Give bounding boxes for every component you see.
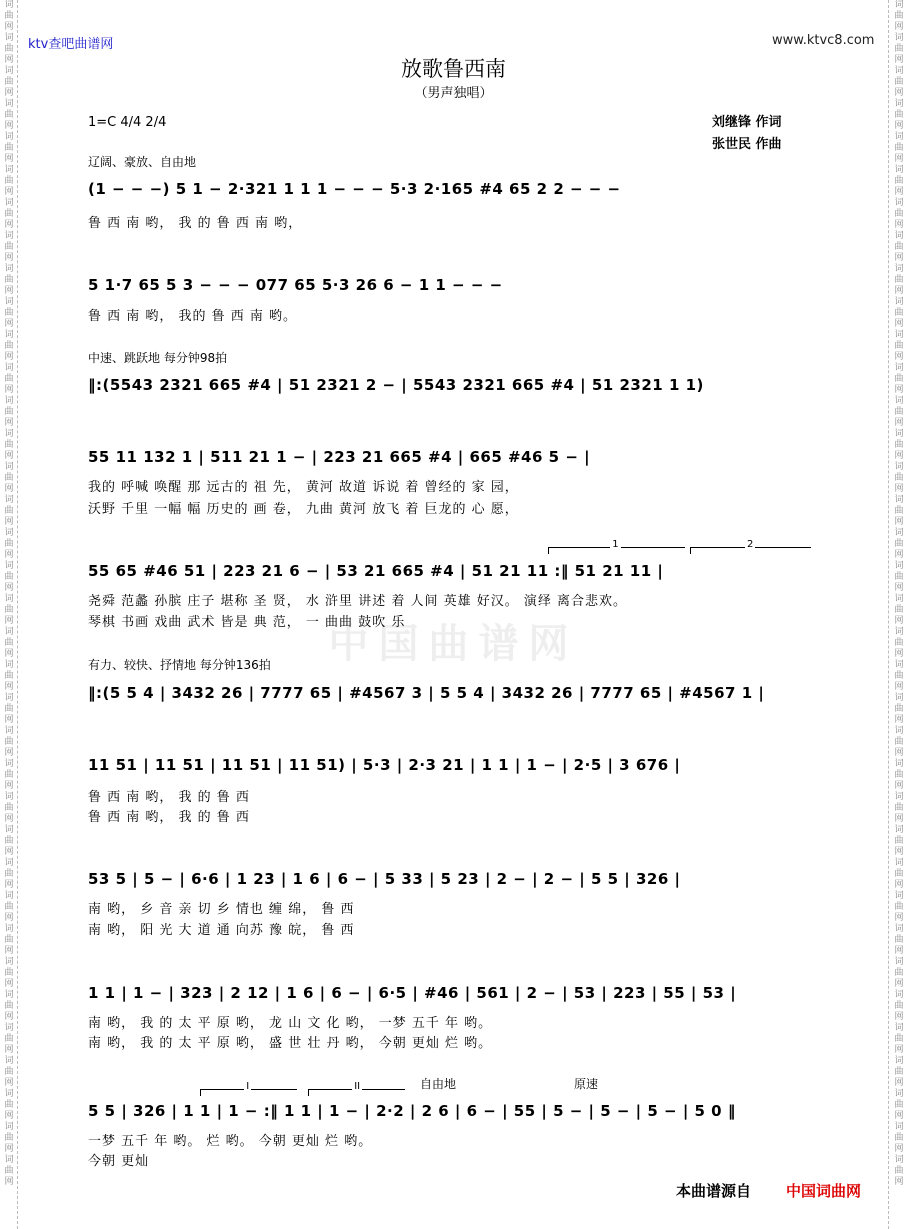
side-watermark-char: 网 xyxy=(894,154,904,164)
side-watermark-char: 网 xyxy=(4,22,14,32)
lyric-line-10b: 今朝 更灿 xyxy=(88,1154,150,1169)
side-watermark-char: 曲 xyxy=(4,143,14,153)
side-watermark-char: 曲 xyxy=(894,1133,904,1143)
side-watermark-char: 词 xyxy=(4,1122,14,1132)
side-watermark-char: 词 xyxy=(894,891,904,901)
side-watermark-char: 词 xyxy=(894,231,904,241)
side-watermark-char: 曲 xyxy=(894,605,904,615)
side-watermark-char: 曲 xyxy=(4,671,14,681)
side-watermark-char: 网 xyxy=(4,715,14,725)
lyric-line-2: 鲁 西 南 哟， 我的 鲁 西 南 哟。 xyxy=(88,309,298,324)
side-watermark-char: 曲 xyxy=(894,803,904,813)
side-watermark-char: 词 xyxy=(894,990,904,1000)
section-mark-1: 辽阔、豪放、自由地 xyxy=(88,155,197,169)
side-watermark-char: 曲 xyxy=(4,572,14,582)
side-watermark-char: 词 xyxy=(894,759,904,769)
side-watermark-char: 曲 xyxy=(4,341,14,351)
side-watermark-char: 曲 xyxy=(4,704,14,714)
side-watermark-char: 网 xyxy=(4,913,14,923)
side-watermark-char: 词 xyxy=(894,1056,904,1066)
side-watermark-char: 网 xyxy=(894,979,904,989)
side-watermark-char: 网 xyxy=(4,682,14,692)
side-watermark-char: 网 xyxy=(894,781,904,791)
side-watermark-char: 网 xyxy=(4,880,14,890)
side-watermark-char: 网 xyxy=(894,22,904,32)
side-watermark-char: 曲 xyxy=(894,473,904,483)
side-watermark-char: 网 xyxy=(894,121,904,131)
side-watermark-char: 曲 xyxy=(894,1100,904,1110)
side-watermark-char: 曲 xyxy=(894,44,904,54)
side-watermark-char: 词 xyxy=(894,1155,904,1165)
lyric-line-8a: 南 哟， 乡 音 亲 切 乡 情也 缠 绵， 鲁 西 xyxy=(88,902,355,917)
side-watermark-char: 词 xyxy=(4,759,14,769)
side-watermark-char: 词 xyxy=(894,561,904,571)
side-watermark-char: 词 xyxy=(894,957,904,967)
side-watermark-char: 网 xyxy=(4,847,14,857)
side-watermark-char: 曲 xyxy=(4,935,14,945)
side-watermark-char: 曲 xyxy=(894,308,904,318)
side-watermark-char: 词 xyxy=(894,462,904,472)
side-watermark-char: 词 xyxy=(894,198,904,208)
side-watermark-char: 曲 xyxy=(894,737,904,747)
side-watermark-char: 词 xyxy=(4,693,14,703)
side-watermark-char: 词 xyxy=(4,891,14,901)
side-watermark-char: 曲 xyxy=(894,770,904,780)
side-watermark-char: 网 xyxy=(4,154,14,164)
lyric-line-4a: 我的 呼喊 唤醒 那 远古的 祖 先， 黄河 故道 诉说 着 曾经的 家 园， xyxy=(88,480,519,495)
side-watermark-char: 词 xyxy=(894,693,904,703)
side-watermark-char: 词 xyxy=(4,297,14,307)
side-watermark-char: 词 xyxy=(894,0,904,10)
side-watermark-char: 词 xyxy=(894,924,904,934)
side-watermark-char: 网 xyxy=(4,1144,14,1154)
side-watermark-char: 网 xyxy=(894,814,904,824)
side-watermark-char: 网 xyxy=(4,979,14,989)
side-watermark-char: 曲 xyxy=(894,275,904,285)
side-watermark-char: 词 xyxy=(4,660,14,670)
song-subtitle: （男声独唱） xyxy=(414,86,493,101)
side-watermark-char: 曲 xyxy=(894,539,904,549)
side-watermark-char: 词 xyxy=(894,297,904,307)
notation-line-2: 5 1·7 65 5 3 − − − 077 65 5·3 26 6 − 1 1 − − − xyxy=(88,276,503,294)
side-watermark-char: 曲 xyxy=(894,110,904,120)
side-watermark-char: 曲 xyxy=(4,275,14,285)
footer-source-link[interactable]: 中国词曲网 xyxy=(786,1182,862,1200)
side-watermark-char: 曲 xyxy=(4,242,14,252)
lyric-line-7a: 鲁 西 南 哟， 我 的 鲁 西 xyxy=(88,790,250,805)
side-watermark-char: 网 xyxy=(894,88,904,98)
tempo-mark-free: 自由地 xyxy=(420,1077,457,1091)
section-mark-3: 有力、较快、抒情地 每分钟136拍 xyxy=(88,658,271,672)
side-watermark-char: 网 xyxy=(894,1111,904,1121)
side-watermark-char: 网 xyxy=(4,946,14,956)
notation-line-1: (1 − − −) 5 1 − 2·321 1 1 1 − − − 5·3 2·165 #4 65 2 2 − − − xyxy=(88,180,621,198)
side-watermark-char: 词 xyxy=(894,429,904,439)
side-watermark-char: 网 xyxy=(4,220,14,230)
side-watermark-char: 网 xyxy=(4,550,14,560)
side-watermark-char: 曲 xyxy=(894,374,904,384)
side-watermark-char: 词 xyxy=(894,1122,904,1132)
side-watermark-char: 词 xyxy=(894,528,904,538)
side-watermark-char: 词 xyxy=(894,264,904,274)
side-watermark-char: 网 xyxy=(894,418,904,428)
side-watermark-char: 曲 xyxy=(4,968,14,978)
side-watermark-char: 曲 xyxy=(894,341,904,351)
side-watermark-char: 词 xyxy=(4,0,14,10)
side-watermark-char: 词 xyxy=(4,1023,14,1033)
side-watermark-char: 网 xyxy=(4,781,14,791)
side-watermark-char: 词 xyxy=(4,363,14,373)
side-watermark-char: 曲 xyxy=(4,539,14,549)
notation-line-4: 55 11 132 1 | 511 21 1 − | 223 21 665 #4 | 665 #46 5 − | xyxy=(88,448,591,466)
side-watermark-char: 曲 xyxy=(4,308,14,318)
side-watermark-char: 曲 xyxy=(894,176,904,186)
side-watermark-char: 曲 xyxy=(894,407,904,417)
side-watermark-char: 曲 xyxy=(4,374,14,384)
side-watermark-char: 网 xyxy=(4,88,14,98)
side-watermark-char: 词 xyxy=(894,495,904,505)
side-watermark-char: 网 xyxy=(894,451,904,461)
side-watermark-char: 词 xyxy=(4,990,14,1000)
side-watermark-char: 网 xyxy=(894,517,904,527)
side-watermark-char: 曲 xyxy=(894,572,904,582)
side-watermark-char: 曲 xyxy=(894,935,904,945)
side-watermark-char: 网 xyxy=(894,616,904,626)
side-watermark-char: 网 xyxy=(894,484,904,494)
side-watermark-char: 词 xyxy=(4,330,14,340)
side-watermark-char: 词 xyxy=(894,132,904,142)
side-watermark-char: 曲 xyxy=(4,1166,14,1176)
side-watermark-char: 曲 xyxy=(894,704,904,714)
side-watermark-char: 曲 xyxy=(4,473,14,483)
side-watermark-char: 网 xyxy=(4,1177,14,1187)
side-watermark-char: 网 xyxy=(894,253,904,263)
side-watermark-char: 网 xyxy=(4,484,14,494)
side-watermark-char: 词 xyxy=(894,726,904,736)
side-watermark-char: 曲 xyxy=(4,605,14,615)
side-watermark-char: 曲 xyxy=(4,803,14,813)
side-watermark-char: 网 xyxy=(894,1144,904,1154)
side-watermark-char: 网 xyxy=(894,649,904,659)
notation-line-7: 11 51 | 11 51 | 11 51 | 11 51) | 5·3 | 2·3 21 | 1 1 | 1 − | 2·5 | 3 676 | xyxy=(88,756,681,774)
lyric-line-1: 鲁 西 南 哟， 我 的 鲁 西 南 哟， xyxy=(88,216,303,231)
side-watermark-char: 曲 xyxy=(4,770,14,780)
side-watermark-char: 网 xyxy=(4,385,14,395)
side-watermark-char: 词 xyxy=(894,99,904,109)
side-watermark-char: 网 xyxy=(4,748,14,758)
side-watermark-char: 网 xyxy=(894,352,904,362)
site-link-right[interactable]: www.ktvc8.com xyxy=(772,33,875,48)
side-watermark-char: 曲 xyxy=(894,902,904,912)
notation-line-5: 55 65 #46 51 | 223 21 6 − | 53 21 665 #4 | 51 21 11 :‖ 51 21 11 | xyxy=(88,562,664,580)
side-watermark-char: 网 xyxy=(4,1012,14,1022)
side-watermark-char: 曲 xyxy=(4,1133,14,1143)
side-watermark-char: 网 xyxy=(894,748,904,758)
side-watermark-char: 词 xyxy=(4,396,14,406)
lyric-line-5a: 尧舜 范蠡 孙膑 庄子 堪称 圣 贤， 水 浒里 讲述 着 人间 英雄 好汉。 演绎 离合悲欢。 xyxy=(88,594,627,609)
side-watermark-char: 曲 xyxy=(894,77,904,87)
side-watermark-char: 词 xyxy=(894,66,904,76)
section-mark-2: 中速、跳跃地 每分钟98拍 xyxy=(88,351,228,365)
side-watermark-char: 网 xyxy=(894,385,904,395)
lyric-line-5b: 琴棋 书画 戏曲 武术 皆是 典 范， 一 曲曲 鼓吹 乐 xyxy=(88,615,406,630)
key-signature: 1=C 4/4 2/4 xyxy=(88,115,167,130)
side-watermark-char: 曲 xyxy=(894,1067,904,1077)
side-watermark-char: 词 xyxy=(4,561,14,571)
side-watermark-char: 曲 xyxy=(4,77,14,87)
lyricist-credit: 刘继锋 作词 xyxy=(712,115,782,130)
side-watermark-char: 词 xyxy=(4,528,14,538)
side-watermark-char: 网 xyxy=(4,352,14,362)
first-ending-bracket-roman: I xyxy=(200,1089,297,1096)
side-watermark-char: 网 xyxy=(894,946,904,956)
tempo-mark-original: 原速 xyxy=(574,1077,599,1091)
side-watermark-char: 曲 xyxy=(4,506,14,516)
side-watermark-char: 网 xyxy=(4,319,14,329)
second-ending-bracket-roman: II xyxy=(308,1089,405,1096)
side-watermark-char: 曲 xyxy=(4,1001,14,1011)
side-watermark-char: 词 xyxy=(4,957,14,967)
side-watermark-char: 曲 xyxy=(894,11,904,21)
side-watermark-char: 网 xyxy=(894,550,904,560)
second-ending-bracket: 2 xyxy=(690,547,811,554)
side-watermark-char: 网 xyxy=(4,616,14,626)
lyric-line-4b: 沃野 千里 一幅 幅 历史的 画 卷， 九曲 黄河 放飞 着 巨龙的 心 愿， xyxy=(88,502,519,517)
side-watermark-char: 网 xyxy=(894,715,904,725)
side-watermark-char: 网 xyxy=(894,682,904,692)
side-watermark-char: 曲 xyxy=(4,638,14,648)
side-watermark-char: 词 xyxy=(4,627,14,637)
side-watermark-char: 词 xyxy=(4,1056,14,1066)
side-watermark-char: 词 xyxy=(4,495,14,505)
side-watermark-char: 词 xyxy=(894,594,904,604)
side-watermark-char: 网 xyxy=(894,583,904,593)
side-watermark-char: 词 xyxy=(4,924,14,934)
site-link-left[interactable]: ktv查吧曲谱网 xyxy=(28,37,114,52)
side-watermark-char: 曲 xyxy=(4,11,14,21)
side-watermark-char: 词 xyxy=(4,264,14,274)
side-watermark-char: 词 xyxy=(4,594,14,604)
side-watermark-char: 词 xyxy=(894,363,904,373)
side-watermark-char: 网 xyxy=(4,253,14,263)
side-watermark-char: 网 xyxy=(894,1177,904,1187)
side-watermark-char: 曲 xyxy=(894,1034,904,1044)
side-watermark-char: 曲 xyxy=(894,1001,904,1011)
side-watermark-char: 词 xyxy=(894,1089,904,1099)
side-watermark-char: 词 xyxy=(4,132,14,142)
side-watermark-char: 词 xyxy=(894,1023,904,1033)
side-watermark-char: 曲 xyxy=(4,407,14,417)
side-watermark-char: 词 xyxy=(894,660,904,670)
side-watermark-char: 曲 xyxy=(4,737,14,747)
side-watermark-char: 词 xyxy=(4,198,14,208)
side-watermark-char: 曲 xyxy=(4,110,14,120)
notation-line-8: 53 5 | 5 − | 6·6 | 1 23 | 1 6 | 6 − | 5 33 | 5 23 | 2 − | 2 − | 5 5 | 326 | xyxy=(88,870,681,888)
lyric-line-10a: 一梦 五千 年 哟。 烂 哟。 今朝 更灿 烂 哟。 xyxy=(88,1134,373,1149)
side-watermark-char: 词 xyxy=(894,858,904,868)
notation-line-9: 1 1 | 1 − | 323 | 2 12 | 1 6 | 6 − | 6·5 | #46 | 561 | 2 − | 53 | 223 | 55 | 53 | xyxy=(88,984,737,1002)
side-watermark-char: 网 xyxy=(894,1012,904,1022)
side-watermark-char: 网 xyxy=(894,55,904,65)
side-watermark-char: 网 xyxy=(4,649,14,659)
side-watermark-char: 词 xyxy=(894,165,904,175)
side-watermark-char: 网 xyxy=(894,220,904,230)
side-watermark-char: 网 xyxy=(4,121,14,131)
side-watermark-char: 曲 xyxy=(894,869,904,879)
side-watermark-char: 词 xyxy=(4,858,14,868)
first-ending-bracket: 1 xyxy=(548,547,685,554)
notation-line-10: 5 5 | 326 | 1 1 | 1 − :‖ 1 1 | 1 − | 2·2 | 2 6 | 6 − | 55 | 5 − | 5 − | 5 − | 5 0 ‖ xyxy=(88,1102,736,1120)
side-watermark-char: 词 xyxy=(894,330,904,340)
notation-line-6: ‖:(5 5 4 | 3432 26 | 7777 65 | #4567 3 | 5 5 4 | 3432 26 | 7777 65 | #4567 1 | xyxy=(88,684,765,702)
watermark-text: 中国曲谱网 xyxy=(328,621,579,667)
lyric-line-9b: 南 哟， 我 的 太 平 原 哟， 盛 世 壮 丹 哟， 今朝 更灿 烂 哟。 xyxy=(88,1036,493,1051)
lyric-line-9a: 南 哟， 我 的 太 平 原 哟， 龙 山 文 化 哟， 一梦 五千 年 哟。 xyxy=(88,1016,493,1031)
side-watermark-char: 网 xyxy=(4,1111,14,1121)
side-watermark-char: 网 xyxy=(4,418,14,428)
side-watermark-char: 曲 xyxy=(894,836,904,846)
side-watermark-char: 曲 xyxy=(4,869,14,879)
side-watermark-char: 网 xyxy=(4,1045,14,1055)
side-watermark-char: 网 xyxy=(4,451,14,461)
side-watermark-char: 词 xyxy=(894,792,904,802)
notation-line-3: ‖:(5543 2321 665 #4 | 51 2321 2 − | 5543 2321 665 #4 | 51 2321 1 1) xyxy=(88,376,704,394)
side-watermark-char: 网 xyxy=(894,913,904,923)
side-watermark-char: 词 xyxy=(4,825,14,835)
side-watermark-char: 曲 xyxy=(894,671,904,681)
side-watermark-char: 网 xyxy=(4,814,14,824)
side-watermark-char: 词 xyxy=(4,462,14,472)
side-watermark-char: 词 xyxy=(4,99,14,109)
side-watermark-char: 曲 xyxy=(894,242,904,252)
side-watermark-char: 曲 xyxy=(4,1067,14,1077)
side-watermark-char: 曲 xyxy=(4,440,14,450)
side-watermark-char: 词 xyxy=(4,1155,14,1165)
side-watermark-char: 网 xyxy=(894,880,904,890)
side-watermark-char: 曲 xyxy=(894,143,904,153)
side-watermark-char: 曲 xyxy=(4,1100,14,1110)
side-watermark-char: 网 xyxy=(4,517,14,527)
side-watermark-char: 曲 xyxy=(4,836,14,846)
lyric-line-7b: 鲁 西 南 哟， 我 的 鲁 西 xyxy=(88,810,250,825)
side-watermark-char: 词 xyxy=(4,66,14,76)
side-watermark-char: 网 xyxy=(4,583,14,593)
side-watermark-char: 词 xyxy=(4,33,14,43)
side-watermark-char: 曲 xyxy=(894,1166,904,1176)
side-watermark-char: 曲 xyxy=(4,44,14,54)
side-watermark-char: 词 xyxy=(894,627,904,637)
side-watermark-char: 词 xyxy=(894,33,904,43)
side-watermark-char: 词 xyxy=(894,825,904,835)
side-watermark-char: 词 xyxy=(894,396,904,406)
side-watermark-char: 网 xyxy=(894,319,904,329)
side-watermark-char: 词 xyxy=(4,165,14,175)
side-watermark-char: 网 xyxy=(894,286,904,296)
side-watermark-char: 网 xyxy=(4,1078,14,1088)
side-watermark-char: 词 xyxy=(4,1089,14,1099)
composer-credit: 张世民 作曲 xyxy=(712,137,782,152)
side-watermark-char: 曲 xyxy=(894,638,904,648)
side-watermark-char: 网 xyxy=(894,847,904,857)
side-watermark-char: 曲 xyxy=(894,440,904,450)
side-watermark-char: 网 xyxy=(894,1045,904,1055)
song-title: 放歌鲁西南 xyxy=(401,57,506,81)
side-watermark-char: 曲 xyxy=(894,209,904,219)
side-watermark-char: 曲 xyxy=(4,902,14,912)
side-watermark-char: 网 xyxy=(4,187,14,197)
side-watermark-char: 曲 xyxy=(4,176,14,186)
side-watermark-char: 网 xyxy=(4,55,14,65)
side-watermark-char: 网 xyxy=(894,187,904,197)
side-watermark-char: 曲 xyxy=(894,968,904,978)
side-watermark-char: 曲 xyxy=(4,209,14,219)
side-watermark-char: 词 xyxy=(4,429,14,439)
side-watermark-char: 词 xyxy=(4,726,14,736)
side-watermark-char: 网 xyxy=(894,1078,904,1088)
lyric-line-8b: 南 哟， 阳 光 大 道 通 向苏 豫 皖， 鲁 西 xyxy=(88,923,355,938)
side-watermark-char: 曲 xyxy=(4,1034,14,1044)
side-watermark-char: 词 xyxy=(4,792,14,802)
footer-source-label: 本曲谱源自 xyxy=(676,1182,752,1200)
side-watermark-char: 曲 xyxy=(894,506,904,516)
side-watermark-char: 网 xyxy=(4,286,14,296)
side-watermark-char: 词 xyxy=(4,231,14,241)
